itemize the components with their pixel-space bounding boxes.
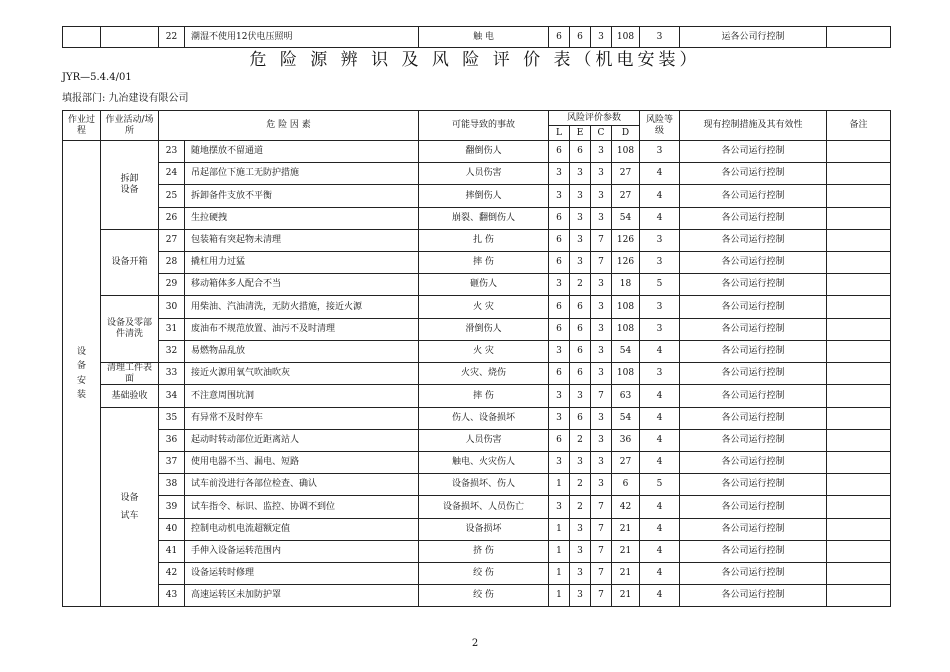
header-process: 作业过程 <box>63 111 101 141</box>
value-l: 3 <box>549 163 570 185</box>
reporting-department: 填报部门: 九冶建设有限公司 <box>62 93 189 104</box>
remark-cell <box>827 163 891 185</box>
control-measures: 各公司运行控制 <box>680 385 827 407</box>
table-row <box>63 340 891 362</box>
value-d: 108 <box>612 362 640 385</box>
risk-level: 4 <box>640 452 680 474</box>
value-d: 63 <box>612 385 640 407</box>
table-row <box>63 251 891 273</box>
risk-level: 4 <box>640 562 680 584</box>
value-e: 3 <box>570 185 591 207</box>
row-number: 27 <box>159 229 185 251</box>
hazard-factor: 包装箱有突起物未清理 <box>185 229 419 251</box>
row-number: 41 <box>159 540 185 562</box>
document-code: JYR—5.4.4/01 <box>62 72 132 83</box>
value-d: 21 <box>612 540 640 562</box>
value-d: 108 <box>612 318 640 340</box>
value-l: 3 <box>549 407 570 429</box>
table-row <box>63 296 891 318</box>
remark-cell <box>827 296 891 318</box>
row-number: 42 <box>159 562 185 584</box>
accident-type: 设备损坏 <box>419 518 549 540</box>
value-l: 3 <box>549 274 570 296</box>
value-d: 54 <box>612 207 640 229</box>
value-c: 3 <box>591 274 612 296</box>
value-d: 42 <box>612 496 640 518</box>
value-c: 7 <box>591 385 612 407</box>
value-c: 7 <box>591 540 612 562</box>
value-e: 3 <box>570 562 591 584</box>
remark-cell <box>827 585 891 607</box>
value-c: 7 <box>591 585 612 607</box>
accident-type: 砸伤人 <box>419 274 549 296</box>
value-e: 3 <box>570 452 591 474</box>
hazard-factor: 控制电动机电流超额定值 <box>185 518 419 540</box>
table-row <box>63 163 891 185</box>
value-c: 3 <box>591 207 612 229</box>
control-measures: 各公司运行控制 <box>680 185 827 207</box>
value-e: 2 <box>570 496 591 518</box>
value-d: 36 <box>612 429 640 451</box>
value-e: 6 <box>570 340 591 362</box>
hazard-factor: 随地摆放不留通道 <box>185 141 419 163</box>
value-c: 3 <box>591 407 612 429</box>
risk-level: 3 <box>640 229 680 251</box>
accident-type: 摔 伤 <box>419 385 549 407</box>
risk-level: 3 <box>640 362 680 385</box>
value-l: 3 <box>549 340 570 362</box>
control-measures: 各公司运行控制 <box>680 296 827 318</box>
value-l: 6 <box>549 27 570 48</box>
risk-level: 4 <box>640 385 680 407</box>
control-measures: 各公司运行控制 <box>680 141 827 163</box>
control-measures: 各公司运行控制 <box>680 251 827 273</box>
header-measures: 现有控制措施及其有效性 <box>680 111 827 141</box>
value-l: 6 <box>549 207 570 229</box>
control-measures: 各公司运行控制 <box>680 318 827 340</box>
control-measures: 各公司运行控制 <box>680 340 827 362</box>
risk-level: 4 <box>640 540 680 562</box>
hazard-factor: 试车指令、标识、监控、协调不到位 <box>185 496 419 518</box>
remark-cell <box>827 318 891 340</box>
value-e: 6 <box>570 27 591 48</box>
value-l: 6 <box>549 429 570 451</box>
header-activity: 作业活动/场所 <box>101 111 159 141</box>
row-number: 29 <box>159 274 185 296</box>
control-measures: 各公司运行控制 <box>680 362 827 385</box>
value-c: 3 <box>591 362 612 385</box>
hazard-factor: 试车前没进行各部位检查、确认 <box>185 474 419 496</box>
remark-cell <box>827 407 891 429</box>
table-row <box>63 540 891 562</box>
value-l: 3 <box>549 496 570 518</box>
hazard-factor: 高速运转区未加防护罩 <box>185 585 419 607</box>
control-measures: 各公司运行控制 <box>680 496 827 518</box>
risk-level: 3 <box>640 27 680 48</box>
row-number: 23 <box>159 141 185 163</box>
value-l: 6 <box>549 318 570 340</box>
row-number: 24 <box>159 163 185 185</box>
control-measures: 各公司运行控制 <box>680 518 827 540</box>
accident-type: 挤 伤 <box>419 540 549 562</box>
control-measures: 各公司运行控制 <box>680 274 827 296</box>
accident-type: 绞 伤 <box>419 585 549 607</box>
remark-cell <box>827 362 891 385</box>
accident-type: 摔 伤 <box>419 251 549 273</box>
value-c: 7 <box>591 518 612 540</box>
control-measures: 各公司运行控制 <box>680 429 827 451</box>
table-row <box>63 407 891 429</box>
row-number: 37 <box>159 452 185 474</box>
risk-level: 3 <box>640 141 680 163</box>
control-measures: 各公司运行控制 <box>680 207 827 229</box>
value-c: 7 <box>591 496 612 518</box>
value-l: 6 <box>549 229 570 251</box>
page-title: 危 险 源 辨 识 及 风 险 评 价 表（机电安装） <box>249 50 701 70</box>
value-l: 6 <box>549 141 570 163</box>
value-e: 3 <box>570 518 591 540</box>
header-params: 风险评价参数 <box>549 111 640 126</box>
table-row <box>63 562 891 584</box>
hazard-factor: 吊起部位下施工无防护措施 <box>185 163 419 185</box>
accident-type: 滑倒伤人 <box>419 318 549 340</box>
value-c: 3 <box>591 27 612 48</box>
value-c: 3 <box>591 296 612 318</box>
risk-level: 4 <box>640 518 680 540</box>
remark-cell <box>827 340 891 362</box>
table-row <box>63 474 891 496</box>
value-e: 2 <box>570 474 591 496</box>
value-d: 21 <box>612 585 640 607</box>
table-row <box>63 185 891 207</box>
hazard-factor: 有异常不及时停车 <box>185 407 419 429</box>
risk-level: 4 <box>640 185 680 207</box>
value-l: 1 <box>549 585 570 607</box>
header-remark: 备注 <box>827 111 891 141</box>
table-row <box>63 429 891 451</box>
control-measures: 各公司运行控制 <box>680 407 827 429</box>
page-number: 2 <box>471 638 479 649</box>
remark-cell <box>827 251 891 273</box>
accident-type: 摔倒伤人 <box>419 185 549 207</box>
hazard-factor: 用柴油、汽油清洗，无防火措施，接近火源 <box>185 296 419 318</box>
process-label: 设备安装 <box>63 141 101 607</box>
value-e: 6 <box>570 141 591 163</box>
value-c: 3 <box>591 163 612 185</box>
table-row <box>63 496 891 518</box>
row-number: 40 <box>159 518 185 540</box>
value-l: 1 <box>549 474 570 496</box>
header-factor: 危 险 因 素 <box>159 111 419 141</box>
header-e: E <box>570 126 591 141</box>
value-d: 27 <box>612 163 640 185</box>
value-e: 3 <box>570 385 591 407</box>
remark-cell <box>827 207 891 229</box>
risk-level: 4 <box>640 429 680 451</box>
row-number: 31 <box>159 318 185 340</box>
risk-level: 4 <box>640 207 680 229</box>
value-d: 108 <box>612 296 640 318</box>
remark-cell <box>827 496 891 518</box>
value-e: 2 <box>570 274 591 296</box>
control-measures: 运各公司行控制 <box>680 27 827 48</box>
activity-foundation-check: 基础验收 <box>101 385 159 407</box>
table-row <box>63 141 891 163</box>
table-row <box>63 274 891 296</box>
control-measures: 各公司运行控制 <box>680 562 827 584</box>
hazard-factor: 不注意周围坑洞 <box>185 385 419 407</box>
control-measures: 各公司运行控制 <box>680 474 827 496</box>
accident-type: 翻倒伤人 <box>419 141 549 163</box>
table-row <box>63 318 891 340</box>
activity-unpack-equipment: 设备开箱 <box>101 229 159 296</box>
hazard-factor: 移动箱体多人配合不当 <box>185 274 419 296</box>
row-number: 32 <box>159 340 185 362</box>
row-number: 26 <box>159 207 185 229</box>
activity-dismantle-equipment: 拆卸设备 <box>101 141 159 230</box>
activity-clean-parts: 设备及零部件清洗 <box>101 296 159 363</box>
risk-level: 4 <box>640 407 680 429</box>
remark-cell <box>827 452 891 474</box>
value-d: 18 <box>612 274 640 296</box>
accident-type: 设备损坏、人员伤亡 <box>419 496 549 518</box>
accident-type: 火灾、烧伤 <box>419 362 549 385</box>
value-e: 3 <box>570 585 591 607</box>
value-l: 6 <box>549 362 570 385</box>
row-number: 22 <box>159 27 185 48</box>
accident-type: 火 灾 <box>419 340 549 362</box>
header-l: L <box>549 126 570 141</box>
value-d: 27 <box>612 452 640 474</box>
hazard-factor: 潮湿不使用12伏电压照明 <box>185 27 419 48</box>
value-l: 1 <box>549 562 570 584</box>
risk-level: 5 <box>640 474 680 496</box>
row-number: 36 <box>159 429 185 451</box>
header-d: D <box>612 126 640 141</box>
accident-type: 崩裂、翻倒伤人 <box>419 207 549 229</box>
value-e: 3 <box>570 229 591 251</box>
value-e: 3 <box>570 540 591 562</box>
value-c: 3 <box>591 185 612 207</box>
risk-level: 3 <box>640 251 680 273</box>
row-number: 25 <box>159 185 185 207</box>
value-d: 54 <box>612 407 640 429</box>
value-e: 6 <box>570 362 591 385</box>
value-c: 3 <box>591 141 612 163</box>
hazard-factor: 生拉硬拽 <box>185 207 419 229</box>
risk-level: 3 <box>640 296 680 318</box>
accident-type: 绞 伤 <box>419 562 549 584</box>
accident-type: 人员伤害 <box>419 429 549 451</box>
row-number: 43 <box>159 585 185 607</box>
value-e: 6 <box>570 407 591 429</box>
hazard-risk-table <box>62 110 891 607</box>
value-e: 3 <box>570 251 591 273</box>
hazard-factor: 废油布不规范放置、油污不及时清理 <box>185 318 419 340</box>
hazard-factor: 设备运转时修理 <box>185 562 419 584</box>
hazard-factor: 易燃物品乱放 <box>185 340 419 362</box>
value-e: 3 <box>570 163 591 185</box>
risk-level: 4 <box>640 163 680 185</box>
remark-cell <box>827 185 891 207</box>
remark-cell <box>827 474 891 496</box>
remark-cell <box>827 540 891 562</box>
value-c: 3 <box>591 474 612 496</box>
value-l: 3 <box>549 185 570 207</box>
header-accident: 可能导致的事故 <box>419 111 549 141</box>
value-d: 126 <box>612 229 640 251</box>
remark-cell <box>827 518 891 540</box>
remark-cell <box>827 385 891 407</box>
activity-clean-workpiece: 清理工件表面 <box>101 362 159 385</box>
value-d: 108 <box>612 27 640 48</box>
control-measures: 各公司运行控制 <box>680 540 827 562</box>
value-d: 21 <box>612 562 640 584</box>
table-row <box>63 385 891 407</box>
remark-cell <box>827 274 891 296</box>
accident-type: 扎 伤 <box>419 229 549 251</box>
header-level: 风险等级 <box>640 111 680 141</box>
value-e: 3 <box>570 207 591 229</box>
accident-type: 火 灾 <box>419 296 549 318</box>
value-d: 6 <box>612 474 640 496</box>
table-header-row <box>63 111 891 126</box>
remark-cell <box>827 229 891 251</box>
value-d: 126 <box>612 251 640 273</box>
row-number: 34 <box>159 385 185 407</box>
table-row <box>63 362 891 385</box>
remark-cell <box>827 562 891 584</box>
value-c: 3 <box>591 452 612 474</box>
accident-type: 触 电 <box>419 27 549 48</box>
table-row <box>63 207 891 229</box>
value-e: 6 <box>570 296 591 318</box>
value-l: 6 <box>549 296 570 318</box>
control-measures: 各公司运行控制 <box>680 163 827 185</box>
value-l: 1 <box>549 540 570 562</box>
value-d: 54 <box>612 340 640 362</box>
hazard-factor: 使用电器不当、漏电、短路 <box>185 452 419 474</box>
control-measures: 各公司运行控制 <box>680 229 827 251</box>
accident-type: 触电、火灾伤人 <box>419 452 549 474</box>
value-e: 2 <box>570 429 591 451</box>
value-c: 7 <box>591 229 612 251</box>
hazard-factor: 起动时转动部位近距离站人 <box>185 429 419 451</box>
value-l: 6 <box>549 251 570 273</box>
remark-cell <box>827 429 891 451</box>
row-number: 38 <box>159 474 185 496</box>
accident-type: 设备损坏、伤人 <box>419 474 549 496</box>
hazard-factor: 手伸入设备运转范围内 <box>185 540 419 562</box>
risk-level: 4 <box>640 340 680 362</box>
value-l: 3 <box>549 452 570 474</box>
accident-type: 人员伤害 <box>419 163 549 185</box>
value-c: 3 <box>591 340 612 362</box>
value-c: 7 <box>591 562 612 584</box>
control-measures: 各公司运行控制 <box>680 452 827 474</box>
table-row <box>63 518 891 540</box>
table-row <box>63 585 891 607</box>
hazard-factor: 撬杠用力过猛 <box>185 251 419 273</box>
value-e: 6 <box>570 318 591 340</box>
value-c: 7 <box>591 251 612 273</box>
hazard-factor: 接近火源用氧气吹油吹灰 <box>185 362 419 385</box>
activity-trial-run: 设备试车 <box>101 407 159 607</box>
table-row <box>63 452 891 474</box>
row-number: 30 <box>159 296 185 318</box>
table-row <box>63 229 891 251</box>
accident-type: 伤人、设备损坏 <box>419 407 549 429</box>
value-c: 3 <box>591 318 612 340</box>
row-number: 39 <box>159 496 185 518</box>
remark-cell <box>827 141 891 163</box>
value-l: 1 <box>549 518 570 540</box>
row-number: 33 <box>159 362 185 385</box>
risk-level: 4 <box>640 585 680 607</box>
control-measures: 各公司运行控制 <box>680 585 827 607</box>
row-number: 28 <box>159 251 185 273</box>
value-c: 3 <box>591 429 612 451</box>
value-d: 108 <box>612 141 640 163</box>
risk-level: 3 <box>640 318 680 340</box>
row-number: 35 <box>159 407 185 429</box>
risk-level: 4 <box>640 496 680 518</box>
value-d: 21 <box>612 518 640 540</box>
risk-level: 5 <box>640 274 680 296</box>
header-c: C <box>591 126 612 141</box>
value-l: 3 <box>549 385 570 407</box>
value-d: 27 <box>612 185 640 207</box>
hazard-factor: 拆卸备件支放不平衡 <box>185 185 419 207</box>
